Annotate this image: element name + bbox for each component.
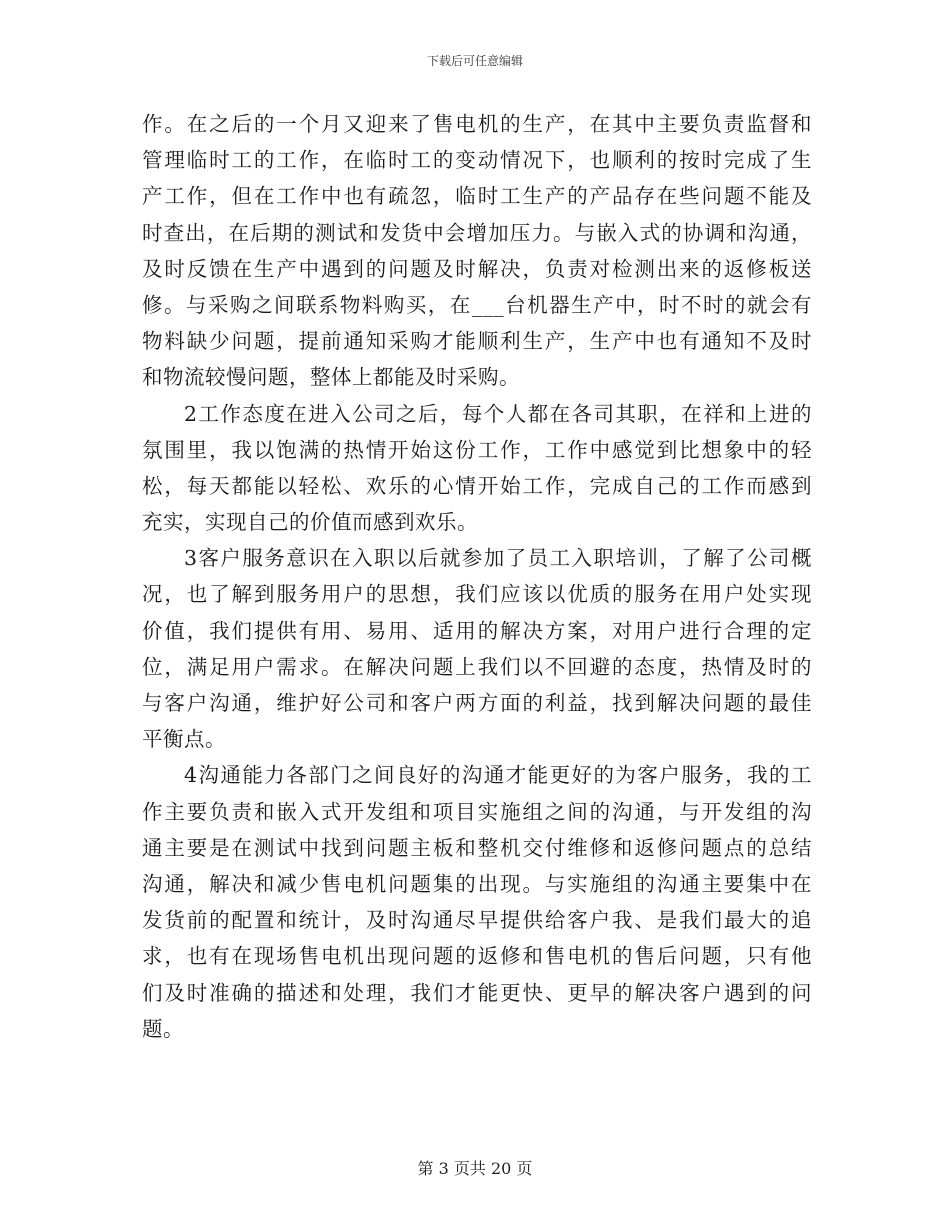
text-line: 时查出，在后期的测试和发货中会增加压力。与嵌入式的协调和沟通，: [142, 220, 812, 245]
page-header: 下载后可任意编辑: [426, 54, 523, 68]
paragraph-2-work-attitude: [142, 396, 812, 541]
text-line: 通主要是在测试中找到问题主板和整机交付维修和返修问题点的总结: [142, 835, 812, 860]
text-line: 沟通，解决和减少售电机问题集的出现。与实施组的沟通主要集中在: [142, 871, 812, 896]
page-number: 第 3 页共 20 页: [417, 1159, 533, 1178]
text-line: 3客户服务意识在入职以后就参加了员工入职培训，了解了公司概: [184, 546, 812, 571]
text-line: 们及时准确的描述和处理，我们才能更快、更早的解决客户遇到的问: [142, 980, 812, 1005]
text-line: 管理临时工的工作，在临时工的变动情况下，也顺利的按时完成了生: [142, 148, 812, 173]
text-line: 及时反馈在生产中遇到的问题及时解决，负责对检测出来的返修板送: [142, 256, 812, 281]
text-line: 2工作态度在进入公司之后，每个人都在各司其职，在祥和上进的: [184, 401, 812, 426]
text-line: 充实，实现自己的价值而感到欢乐。: [142, 510, 478, 535]
text-line: 和物流较慢问题，整体上都能及时采购。: [142, 365, 520, 390]
text-line: 平衡点。: [142, 727, 226, 752]
text-line: 发货前的配置和统计，及时沟通尽早提供给客户我、是我们最大的追: [142, 908, 812, 933]
paragraph-3-customer-service: [142, 540, 812, 757]
text-line: 4沟通能力各部门之间良好的沟通才能更好的为客户服务，我的工: [184, 763, 812, 788]
text-line: 作。在之后的一个月又迎来了售电机的生产，在其中主要负责监督和: [142, 112, 812, 136]
text-line: 物料缺少问题，提前通知采购才能顺利生产，生产中也有通知不及时: [142, 329, 812, 354]
text-line: 氛围里，我以饱满的热情开始这份工作，工作中感觉到比想象中的轻: [142, 437, 812, 462]
paragraph-4-communication: [142, 757, 812, 1047]
text-line: 松，每天都能以轻松、欢乐的心情开始工作，完成自己的工作而感到: [142, 473, 812, 498]
text-line: 修。与采购之间联系物料购买，在___台机器生产中，时不时的就会有: [142, 292, 812, 317]
text-line: 作主要负责和嵌入式开发组和项目实施组之间的沟通，与开发组的沟: [142, 799, 812, 824]
text-line: 产工作，但在工作中也有疏忽，临时工生产的产品存在些问题不能及: [142, 184, 812, 209]
text-line: 价值，我们提供有用、易用、适用的解决方案，对用户进行合理的定: [142, 618, 812, 643]
paragraph-1: [142, 106, 812, 396]
text-line: 位，满足用户需求。在解决问题上我们以不回避的态度，热情及时的: [142, 654, 812, 679]
text-line: 求，也有在现场售电机出现问题的返修和售电机的售后问题，只有他: [142, 944, 812, 969]
text-line: 况，也了解到服务用户的思想，我们应该以优质的服务在用户处实现: [142, 582, 812, 607]
document-body: [142, 106, 812, 1047]
text-line: 与客户沟通，维护好公司和客户两方面的利益，找到解决问题的最佳: [142, 691, 812, 715]
text-line: 题。: [142, 1016, 184, 1041]
